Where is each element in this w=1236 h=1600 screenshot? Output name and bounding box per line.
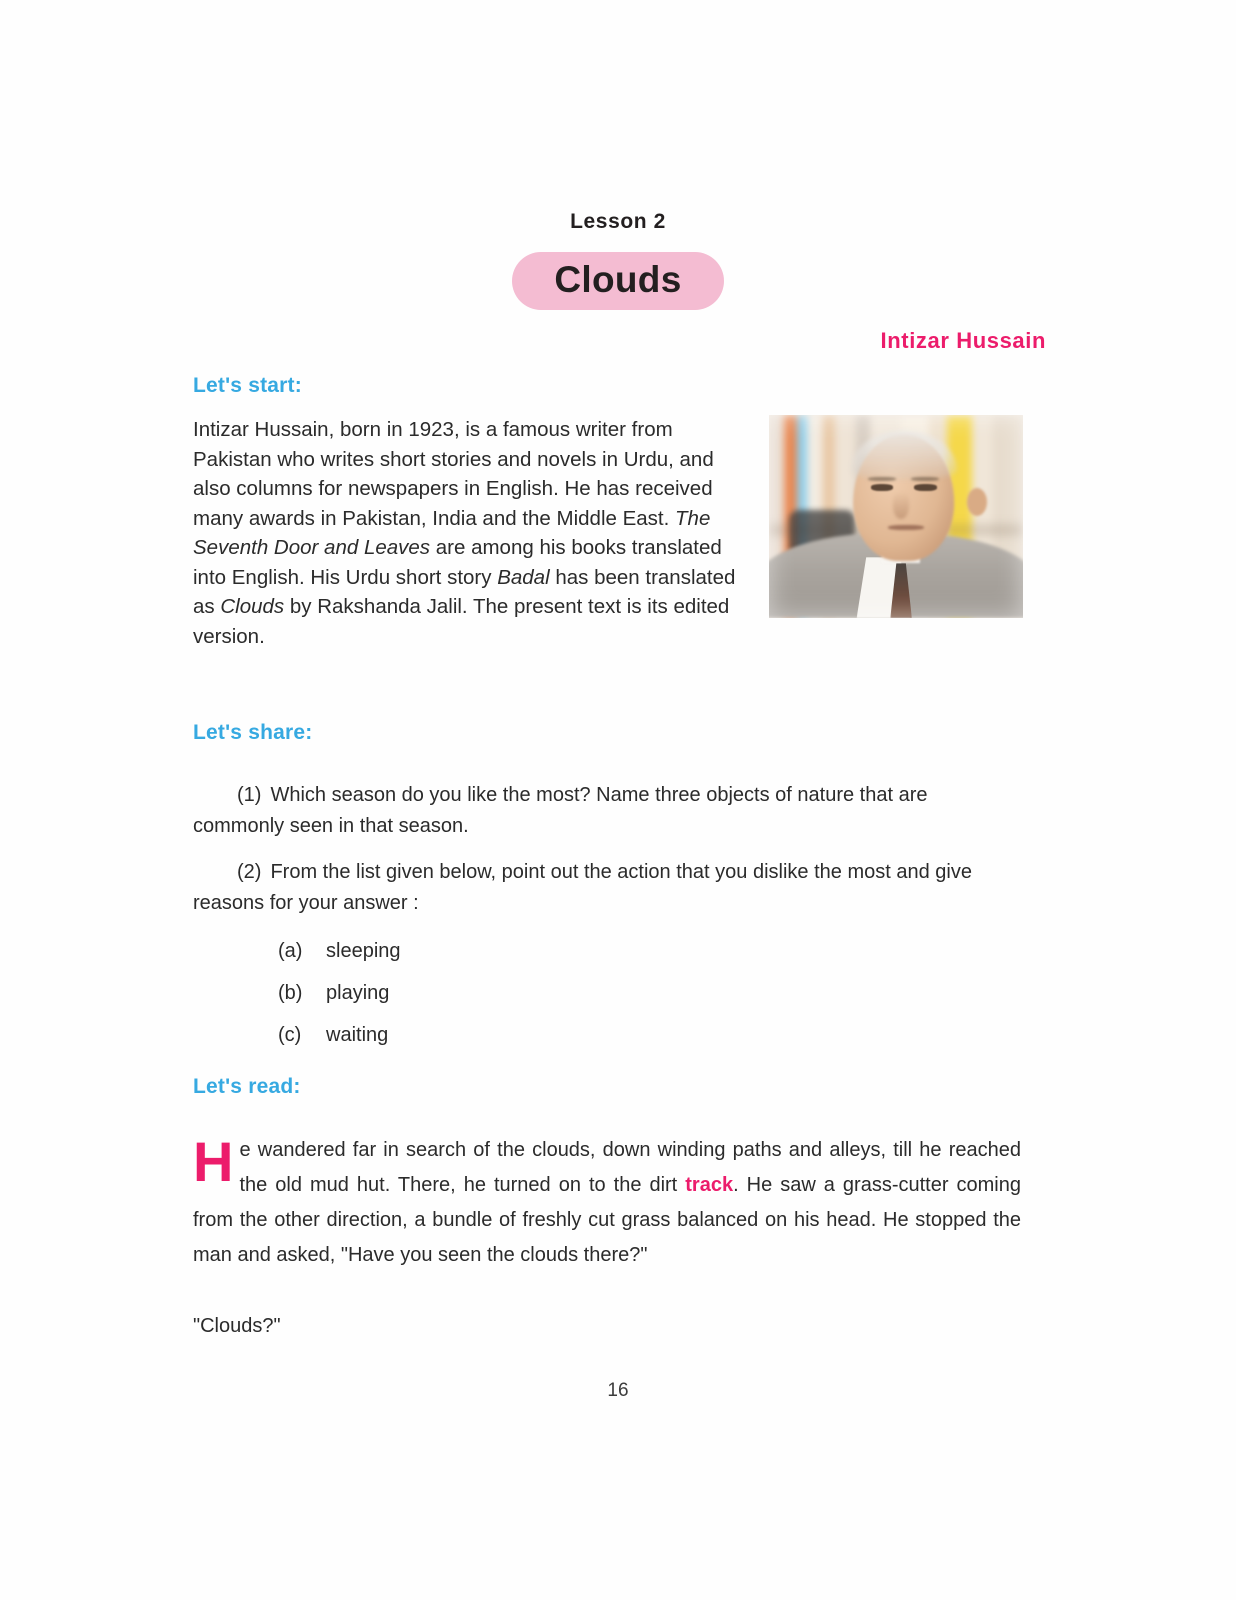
- page-title: Clouds: [512, 252, 723, 310]
- option-c-text: waiting: [326, 1024, 389, 1046]
- lesson-title-container: [0, 252, 1236, 310]
- list-item: [278, 1014, 401, 1056]
- intro-text-part-1: Intizar Hussain, born in 1923, is a famous writer from Pakistan who writes short stories and novels in Urdu, and also columns for newspapers in English. He has received many awards in Pakistan, India and the Middle East.: [193, 418, 714, 530]
- intro-paragraph: [193, 415, 1023, 651]
- question-1-number: (1): [237, 784, 262, 806]
- lesson-label: Lesson 2: [570, 210, 666, 233]
- intro-story-title-clouds: Clouds: [220, 595, 285, 618]
- share-question-1: [193, 780, 1021, 842]
- question-1-text: Which season do you like the most? Name three objects of nature that are commonly seen in that season.: [193, 784, 928, 837]
- highlighted-word-track: track: [685, 1174, 734, 1196]
- share-question-2: [193, 857, 1021, 919]
- intro-text-part-2: are among his books translated into English. His Urdu short story: [193, 536, 722, 589]
- intro-text-part-4: by Rakshanda Jalil. The present text is its edited version.: [193, 595, 730, 648]
- photo-vignette: [769, 415, 1023, 618]
- section-heading-lets-share: Let's share:: [193, 721, 313, 744]
- page-number: 16: [607, 1380, 629, 1401]
- option-c-label: (c): [278, 1024, 302, 1046]
- author-name: Intizar Hussain: [880, 328, 1046, 353]
- reading-passage-paragraph-1: [193, 1130, 1021, 1273]
- option-b-text: playing: [326, 982, 390, 1004]
- question-2-text: From the list given below, point out the action that you dislike the most and give reasons for your answer :: [193, 861, 972, 914]
- intro-story-title-badal: Badal: [497, 565, 550, 589]
- list-item: [278, 930, 401, 972]
- passage-text-part-1: e wandered far in search of the clouds, down winding paths and alleys, till he reached the old mud hut. There, he turned on to the dirt: [239, 1139, 1021, 1196]
- list-item: [278, 972, 401, 1014]
- drop-cap-letter: H: [193, 1130, 234, 1193]
- section-heading-lets-read: Let's read:: [193, 1075, 301, 1098]
- option-b-label: (b): [278, 982, 303, 1004]
- intro-book-titles: The Seventh Door and Leaves: [193, 506, 711, 559]
- intro-text-part-3: has been translated as: [193, 565, 736, 618]
- passage-text-part-2: . He saw a grass-cutter coming from the other direction, a bundle of freshly cut grass balanced on his head. He stopped the man and asked, "Have you seen the clouds there?": [193, 1174, 1021, 1266]
- section-heading-lets-start: Let's start:: [193, 374, 302, 397]
- author-portrait-photo: [769, 415, 1023, 618]
- share-options-list: [278, 930, 401, 1056]
- option-a-label: (a): [278, 940, 303, 962]
- option-a-text: sleeping: [326, 940, 401, 962]
- question-2-number: (2): [237, 861, 262, 883]
- reading-passage-paragraph-2: "Clouds?": [193, 1315, 281, 1337]
